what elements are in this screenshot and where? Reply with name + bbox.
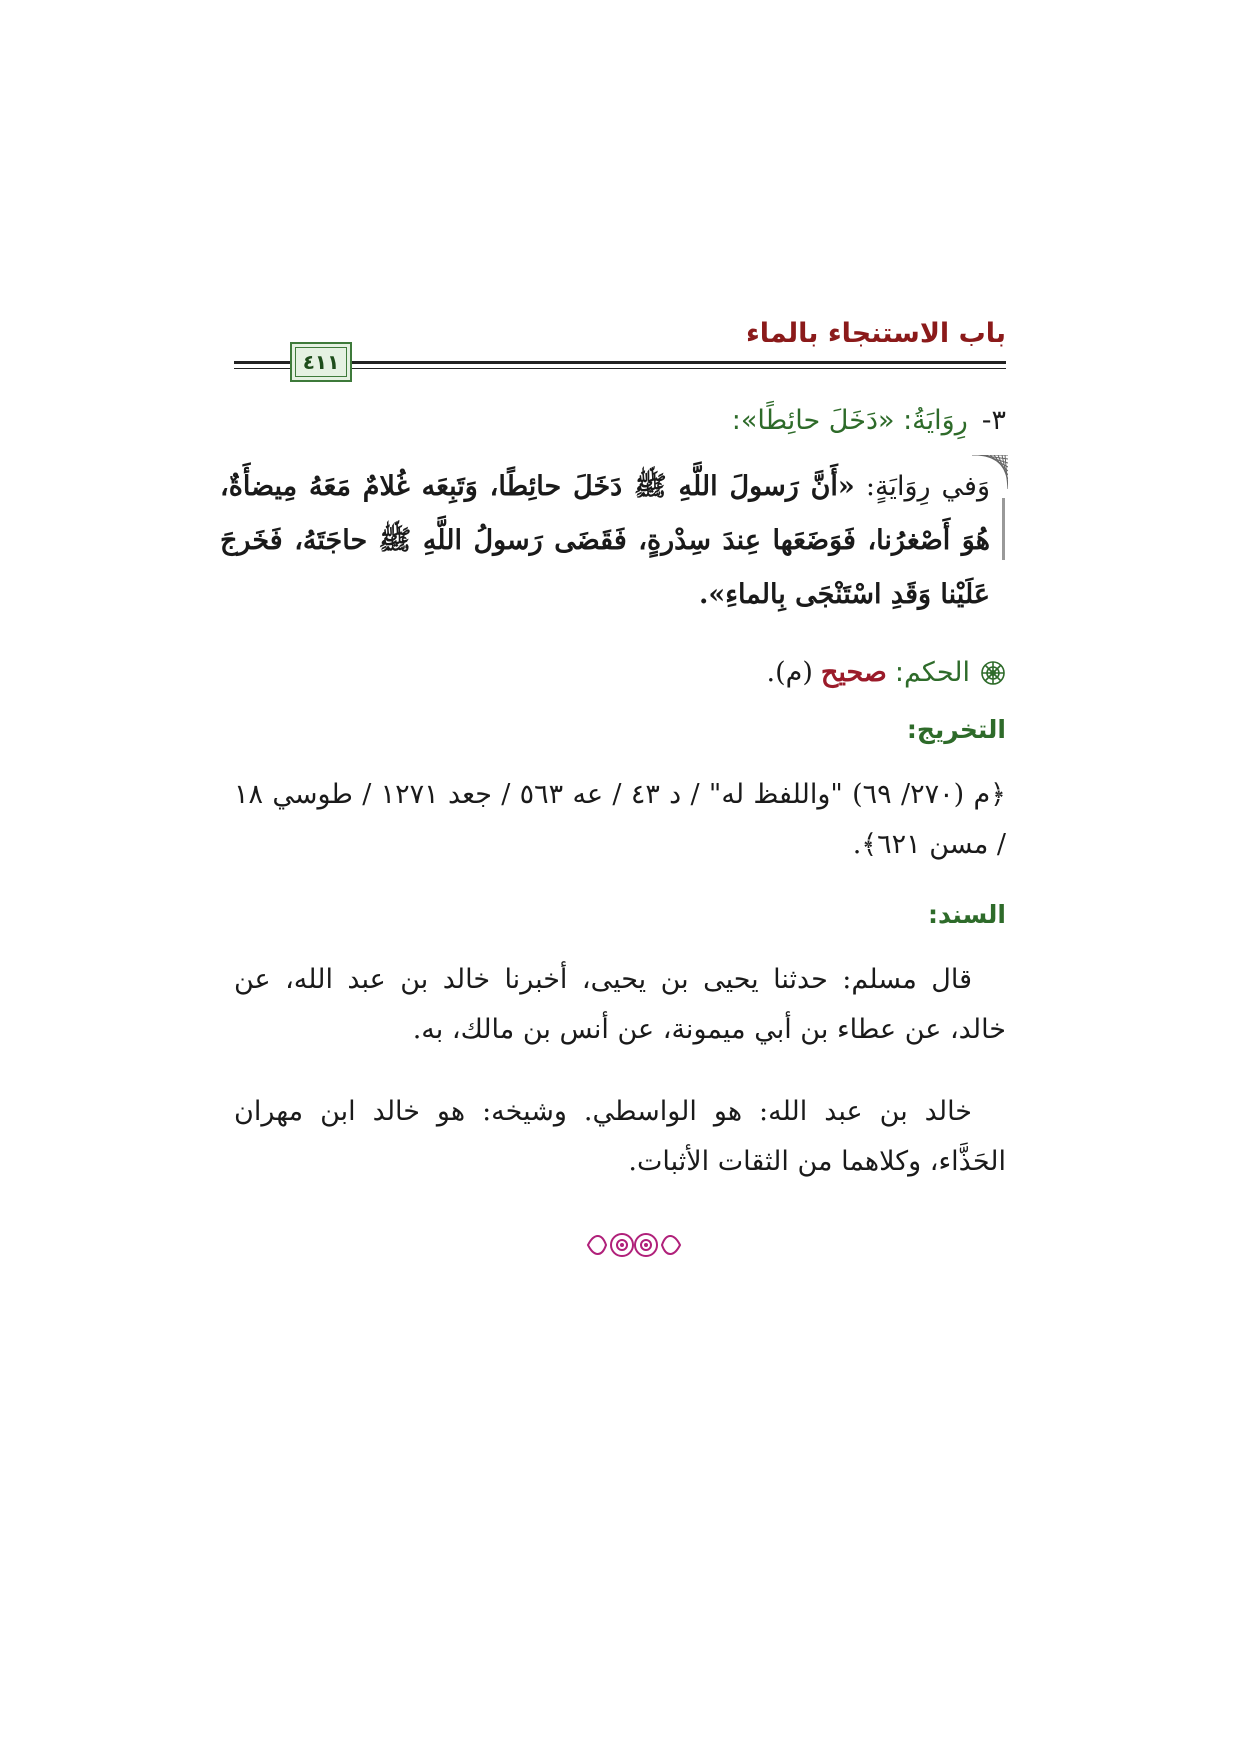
narrator-note-paragraph: خالد بن عبد الله: هو الواسطي. وشيخه: هو خالد ابن مهران الحَذَّاء، وكلاهما من الثقات الأثبات.	[234, 1096, 1006, 1177]
hadith-side-bar	[1002, 498, 1005, 560]
sanad-heading: السند:	[927, 900, 1006, 929]
section-heading	[732, 405, 1006, 436]
section-end-ornament-icon	[584, 1225, 684, 1265]
sanad-paragraph: قال مسلم: حدثنا يحيى بن يحيى، أخبرنا خالد بن عبد الله، عن خالد، عن عطاء بن أبي ميمونة، عن أنس بن مالك، به.	[234, 964, 1006, 1045]
takhrij-text: ﴿م (٢٧٠/ ٦٩) "واللفظ له" / د ٤٣ / عه ٥٦٣ / جعد ١٢٧١ / طوسي ١٨ / مسن ٦٢١﴾.	[234, 779, 1006, 860]
ruling-label: الحكم:	[894, 657, 970, 688]
ruling-line	[767, 657, 1006, 688]
rosette-icon	[980, 660, 1006, 686]
section-heading-text: رِوَايَةُ: «دَخَلَ حائِطًا»:	[731, 405, 968, 436]
page-number-badge: ٤١١	[290, 342, 352, 382]
hadith-text	[220, 460, 990, 622]
hadith-body: «أَنَّ رَسولَ اللَّهِ ﷺ دَخَلَ حائِطًا، وَتَبِعَه غُلامٌ مَعَهُ مِيضأَةٌ، هُوَ أَصْغرُنا، فَوَضَعَها عِندَ سِدْرةٍ، فَقَضَى رَسولُ اللَّهِ ﷺ حاجَتَهُ، فَخَرجَ عَلَيْنا وَقَدِ اسْتَنْجَى بِالماءِ».	[220, 471, 990, 610]
ruling-grade: صحيح	[820, 657, 887, 688]
ruling-source: (م).	[766, 657, 813, 688]
chapter-title: باب الاستنجاء بالماء	[745, 318, 1006, 349]
takhrij-heading: التخريج:	[906, 715, 1006, 744]
section-number: ٣-	[981, 405, 1006, 436]
hadith-lead: وَفي رِوَايَةٍ:	[854, 471, 991, 502]
